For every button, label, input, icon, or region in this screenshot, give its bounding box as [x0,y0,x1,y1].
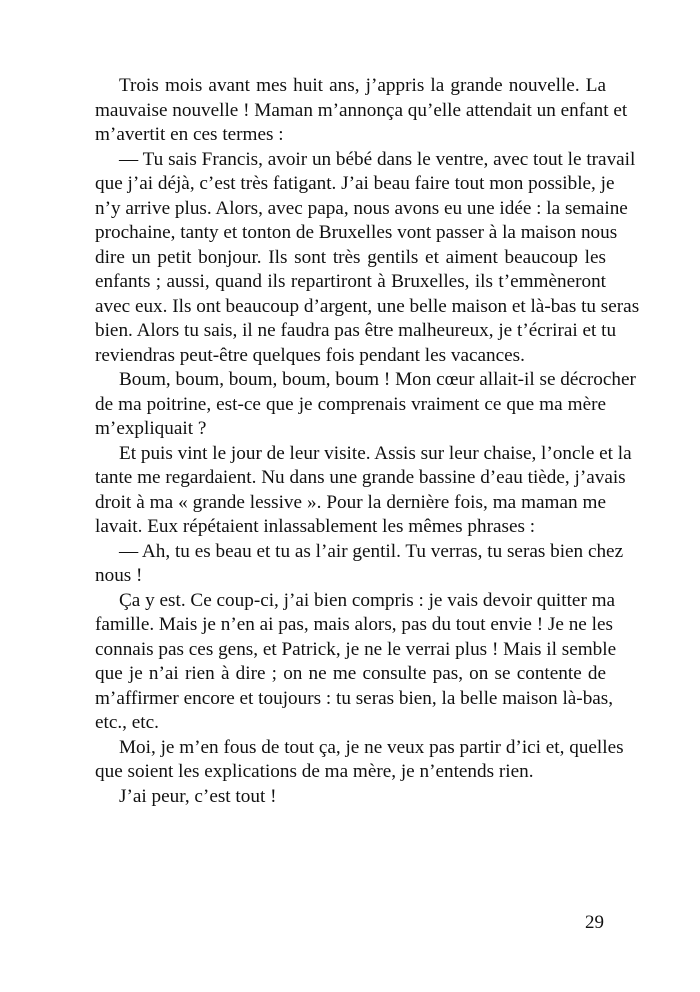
page-body [95,74,640,809]
page-number: 29 [585,912,604,933]
text-line: Ça y est. Ce coup-ci, j’ai bien compris : je vais devoir quitter ma [119,589,616,611]
text-line: — Ah, tu es beau et tu as l’air gentil. Tu verras, tu seras bien chez [119,540,624,562]
text-line: de ma poitrine, est-ce que je comprenais vraiment ce que ma mère [95,393,606,415]
text-line: nous ! [95,565,143,586]
text-line: connais pas ces gens, et Patrick, je ne le verrai plus ! Mais il semble [95,638,617,660]
text-line: etc., etc. [95,712,159,733]
paragraph [95,368,636,442]
text-line: que j’ai déjà, c’est très fatigant. J’ai beau faire tout mon possible, je [95,173,615,194]
paragraph [95,148,640,369]
paragraph [95,736,624,785]
text-line: reviendras peut-être quelques fois pendant les vacances. [95,344,525,366]
text-line: que je n’ai rien à dire ; on ne me consulte pas, on se contente de [95,663,606,684]
text-line: enfants ; aussi, quand ils repartiront à Bruxelles, ils t’emmèneront [95,271,606,292]
text-line: avec eux. Ils ont beaucoup d’argent, une belle maison et là-bas tu seras [95,295,640,317]
text-line: — Tu sais Francis, avoir un bébé dans le ventre, avec tout le travail [119,148,636,170]
text-line: Et puis vint le jour de leur visite. Assis sur leur chaise, l’oncle et la [119,442,632,464]
paragraph [95,589,617,736]
text-line: bien. Alors tu sais, il ne faudra pas être malheureux, je t’écrirai et tu [95,320,617,341]
paragraph [95,785,606,810]
text-line: que soient les explications de ma mère, je n’entends rien. [95,761,534,782]
text-line: J’ai peur, c’est tout ! [119,785,277,807]
text-line: m’expliquait ? [95,418,207,439]
text-line: Boum, boum, boum, boum, boum ! Mon cœur allait-il se décrocher [119,369,636,390]
text-line: m’affirmer encore et toujours : tu seras bien, la belle maison là-bas, [95,687,614,709]
text-line: n’y arrive plus. Alors, avec papa, nous avons eu une idée : la semaine [95,197,628,219]
paragraph [95,442,632,540]
paragraph [95,74,628,148]
text-line: tante me regardaient. Nu dans une grande bassine d’eau tiède, j’avais [95,467,626,488]
text-line: lavait. Eux répétaient inlassablement les mêmes phrases : [95,516,536,537]
text-line: dire un petit bonjour. Ils sont très gentils et aiment beaucoup les [95,246,606,268]
text-line: famille. Mais je n’en ai pas, mais alors, pas du tout envie ! Je ne les [95,614,613,635]
text-line: Trois mois avant mes huit ans, j’appris la grande nouvelle. La [119,75,606,96]
paragraph [95,540,624,589]
text-line: mauvaise nouvelle ! Maman m’annonça qu’elle attendait un enfant et [95,99,628,121]
text-line: prochaine, tanty et tonton de Bruxelles vont passer à la maison nous [95,222,618,243]
text-line: m’avertit en ces termes : [95,124,284,145]
text-line: droit à ma « grande lessive ». Pour la dernière fois, ma maman me [95,491,606,513]
text-line: Moi, je m’en fous de tout ça, je ne veux pas partir d’ici et, quelles [119,736,624,758]
